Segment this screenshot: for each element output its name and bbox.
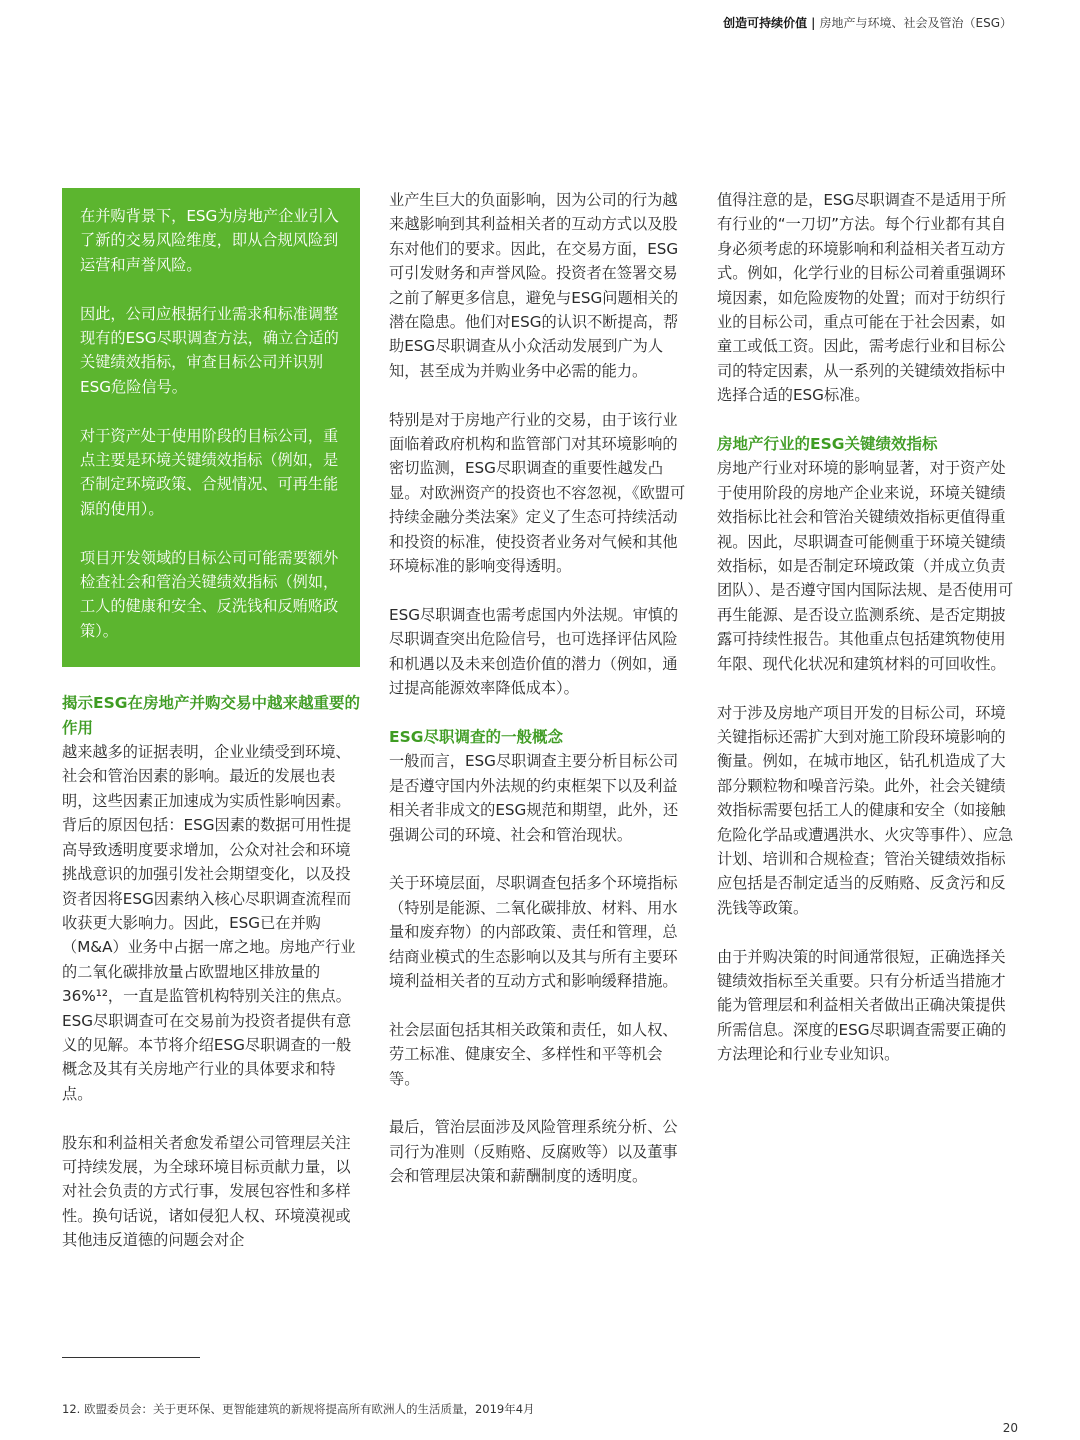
running-header	[723, 14, 1012, 31]
body-paragraph: 一般而言，ESG尽职调查主要分析目标公司是否遵守国内外法规的约束框架下以及利益相关者非成文的ESG规范和期望，此外，还强调公司的环境、社会和管治现状。	[389, 752, 679, 844]
sidebar-paragraph: 项目开发领域的目标公司可能需要额外检查社会和管治关键绩效指标（例如，工人的健康和安全、反洗钱和反贿赂政策）。	[80, 548, 339, 640]
sidebar-paragraph: 在并购背景下，ESG为房地产企业引入了新的交易风险维度，即从合规风险到运营和声誉风险。	[80, 207, 339, 274]
footnote-divider	[62, 1357, 200, 1358]
body-paragraph: 值得注意的是，ESG尽职调查不是适用于所有行业的“一刀切”方法。每个行业都有其自身必须考虑的环境影响和利益相关者互动方式。例如，化学行业的目标公司着重强调环境因素，如危险废物的处置；而对于纺织行业的目标公司，重点可能在于社会因素，如童工或低工资。因此，需考虑行业和目标公司的特定因素，从一系列的关键绩效指标中选择合适的ESG标准。	[717, 191, 1007, 405]
body-paragraph: 对于涉及房地产项目开发的目标公司，环境关键指标还需扩大到对施工阶段环境影响的衡量。例如，在城市地区，钻孔机造成了大部分颗粒物和噪音污染。此外，社会关键绩效指标需要包括工人的健康和安全（如接触危险化学品或遭遇洪水、火灾等事件）、应急计划、培训和合规检查；管治关键绩效指标应包括是否制定适当的反贿赂、反贪污和反洗钱等政策。	[717, 703, 1014, 917]
section-heading-general-concept: ESG尽职调查的一般概念	[389, 727, 563, 746]
header-title-bold: 创造可持续价值	[723, 16, 808, 30]
header-title-rest: 房地产与环境、社会及管治（ESG）	[819, 16, 1012, 30]
footnote-12: 12. 欧盟委员会：关于更环保、更智能建筑的新规将提高所有欧洲人的生活质量，2019年4月	[62, 1402, 535, 1416]
body-paragraph: 越来越多的证据表明，企业业绩受到环境、社会和管治因素的影响。最近的发展也表明，这些因素正加速成为实质性影响因素。背后的原因包括：ESG因素的数据可用性提高导致透明度要求增加，公众对社会和环境挑战意识的加强引发社会期望变化，以及投资者因将ESG因素纳入核心尽职调查流程而收获更大影响力。因此，ESG已在并购（M&A）业务中占据一席之地。房地产行业的二氧化碳排放量占欧盟地区排放量的36%¹²，一直是监管机构特别关注的焦点。ESG尽职调查可在交易前为投资者提供有意义的见解。本节将介绍ESG尽职调查的一般概念及其有关房地产行业的具体要求和特点。	[62, 743, 356, 1103]
header-separator: |	[811, 16, 816, 30]
column-1	[62, 188, 362, 1277]
sidebar-paragraph: 因此，公司应根据行业需求和标准调整现有的ESG尽职调查方法，确立合适的关键绩效指标，审查目标公司并识别ESG危险信号。	[80, 304, 339, 396]
body-paragraph: 社会层面包括其相关政策和责任，如人权、劳工标准、健康安全、多样性和平等机会等。	[389, 1020, 678, 1088]
sidebar-paragraph: 对于资产处于使用阶段的目标公司，重点主要是环境关键绩效指标（例如，是否制定环境政策、合规情况、可再生能源的使用）。	[80, 426, 339, 518]
section-heading-esg-role: 揭示ESG在房地产并购交易中越来越重要的作用	[62, 694, 360, 737]
body-paragraph: 特别是对于房地产行业的交易，由于该行业面临着政府机构和监管部门对其环境影响的密切监测，ESG尽职调查的重要性越发凸显。对欧洲资产的投资也不容忽视，《欧盟可持续金融分类法案》定义了生态可持续活动和投资的标准，使投资者业务对气候和其他环境标准的影响变得透明。	[389, 410, 686, 576]
page-number: 20	[1002, 1421, 1018, 1435]
column-2	[389, 188, 689, 1213]
summary-sidebar-box	[62, 188, 360, 667]
body-paragraph: 关于环境层面，尽职调查包括多个环境指标（特别是能源、二氧化碳排放、材料、用水量和废弃物）的内部政策、责任和管理，总结商业模式的生态影响以及其与所有主要环境利益相关者的互动方式和影响缓释措施。	[389, 874, 678, 990]
body-paragraph: 由于并购决策的时间通常很短，正确选择关键绩效指标至关重要。只有分析适当措施才能为管理层和利益相关者做出正确决策提供所需信息。深度的ESG尽职调查需要正确的方法理论和行业专业知识。	[717, 947, 1007, 1064]
body-paragraph: 业产生巨大的负面影响，因为公司的行为越来越影响到其利益相关者的互动方式以及股东对他们的要求。因此，在交易方面，ESG可引发财务和声誉风险。投资者在签署交易之前了解更多信息，避免与ESG问题相关的潜在隐患。他们对ESG的认识不断提高，帮助ESG尽职调查从小众活动发展到广为人知，甚至成为并购业务中必需的能力。	[389, 191, 679, 380]
section-heading-real-estate-kpi: 房地产行业的ESG关键绩效指标	[717, 435, 938, 454]
column-3	[717, 188, 1019, 1091]
body-paragraph: ESG尽职调查也需考虑国内外法规。审慎的尽职调查突出危险信号，也可选择评估风险和机遇以及未来创造价值的潜力（例如，通过提高能源效率降低成本）。	[389, 605, 679, 698]
body-paragraph: 股东和利益相关者愈发希望公司管理层关注可持续发展，为全球环境目标贡献力量，以对社会负责的方式行事，发展包容性和多样性。换句话说，诸如侵犯人权、环境漠视或其他违反道德的问题会对企	[62, 1133, 351, 1250]
body-paragraph: 最后，管治层面涉及风险管理系统分析、公司行为准则（反贿赂、反腐败等）以及董事会和管理层决策和薪酬制度的透明度。	[389, 1118, 678, 1186]
body-paragraph: 房地产行业对环境的影响显著，对于资产处于使用阶段的房地产企业来说，环境关键绩效指标比社会和管治关键绩效指标更值得重视。因此，尽职调查可能侧重于环境关键绩效指标，如是否制定环境政策（并成立负责团队）、是否遵守国内国际法规、是否使用可再生能源、是否设立监测系统、是否定期披露可持续性报告。其他重点包括建筑物使用年限、现代化状况和建筑材料的可回收性。	[717, 459, 1014, 673]
